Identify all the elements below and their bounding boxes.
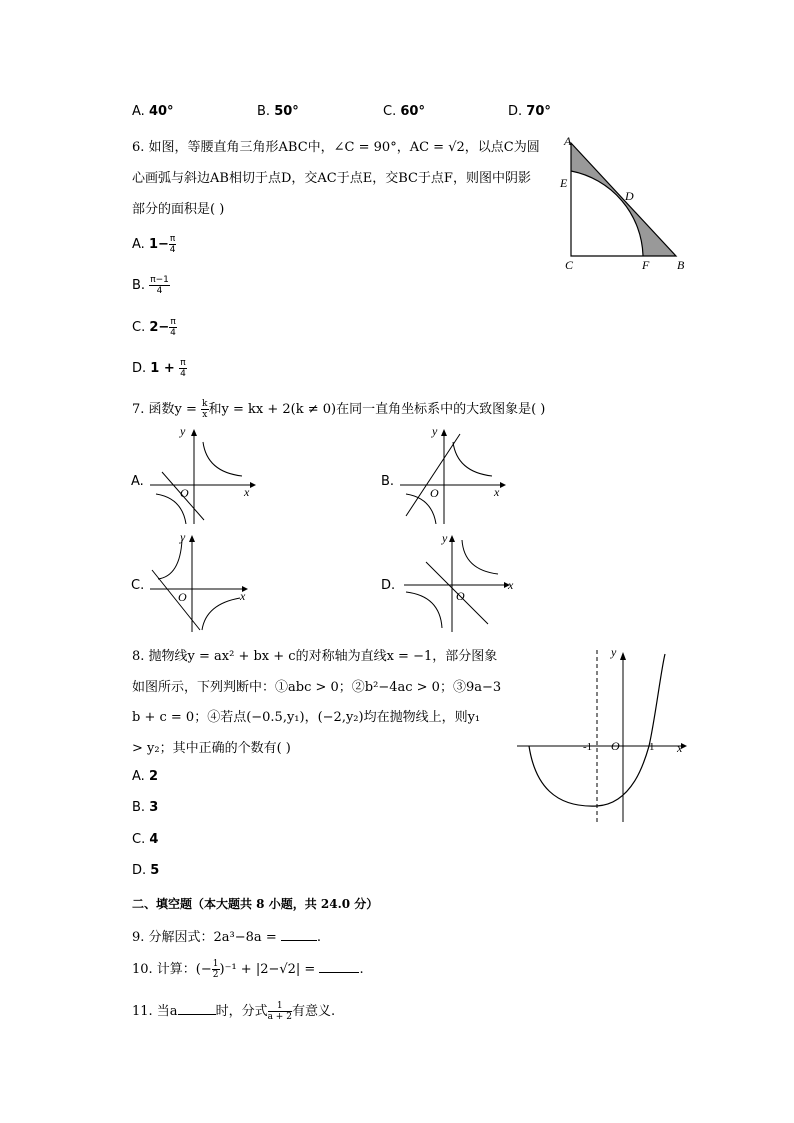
q5-option-a: A. 40°: [132, 104, 174, 119]
svg-text:O: O: [178, 590, 187, 604]
svg-text:y: y: [432, 424, 438, 438]
label-a: A: [564, 135, 572, 148]
q7-graph-b-letter: B.: [381, 474, 395, 489]
q6-stem-line3: 部分的面积是( ): [132, 202, 225, 217]
q7-graph-c-letter: C.: [131, 578, 145, 593]
q8-parabola-figure: [515, 640, 695, 830]
q6-option-a: A. 1− $\frac{\pi}{4}$: [132, 234, 176, 255]
svg-text:x: x: [508, 578, 514, 592]
q8-stem-line2: 如图所示，下列判断中：①abc > 0；②b²−4ac > 0；③9a−3: [132, 680, 502, 695]
q7-graph-b: [400, 424, 510, 524]
q9-stem: 9. 分解因式：2a³−8a = .: [132, 930, 321, 945]
axis-x-label: x: [677, 741, 683, 755]
svg-text:O: O: [180, 486, 189, 500]
svg-text:y: y: [442, 531, 448, 545]
origin-label: O: [611, 739, 620, 753]
q7-graph-d-letter: D.: [381, 578, 396, 593]
q8-option-b: B. 3: [132, 800, 159, 815]
svg-text:y: y: [180, 424, 186, 438]
q6-stem-line1: 6. 如图，等腰直角三角形ABC中，∠C = 90°，AC = √2，以点C为圆: [132, 140, 540, 155]
q6-option-c: C. 2− $\frac{\pi}{4}$: [132, 317, 176, 338]
label-c: C: [565, 258, 574, 272]
q8-stem-line1: 8. 抛物线y = ax² + bx + c的对称轴为直线x = −1，部分图象: [132, 649, 498, 664]
q8-option-d: D. 5: [132, 863, 160, 878]
q8-option-a: A. 2: [132, 769, 158, 784]
svg-text:O: O: [456, 589, 465, 603]
q6-triangle-figure: [555, 135, 695, 275]
label-b: B: [677, 258, 685, 272]
q5-option-d: D. 70°: [508, 104, 551, 119]
svg-text:x: x: [494, 485, 500, 499]
label-f: F: [642, 258, 650, 272]
q9-answer-blank[interactable]: [281, 940, 317, 941]
tick-one: 1: [649, 741, 655, 753]
svg-text:x: x: [240, 589, 246, 603]
q11-stem: 11. 当a 时，分式 $\frac{1}{a + 2}$ 有意义.: [132, 1001, 336, 1022]
axis-y-label: y: [611, 645, 617, 659]
q7-graph-d: [400, 528, 520, 633]
q6-option-d: D. 1 + $\frac{\pi}{4}$: [132, 358, 186, 379]
q8-stem-line3: b + c = 0；④若点(−0.5,y₁)，(−2,y₂)均在抛物线上，则y₁: [132, 710, 481, 725]
q7-graph-a-letter: A.: [131, 474, 144, 489]
label-d: D: [625, 189, 634, 203]
q7-stem: 7. 函数y = $\frac{k}{x}$ 和y = kx + 2(k ≠ 0)在同一直角坐标系中的大致图象是( ): [132, 399, 546, 420]
q10-stem: 10. 计算：(− $\frac{1}{2}$ )⁻¹ + |2−√2| = .: [132, 959, 364, 980]
label-e: E: [560, 176, 568, 190]
q7-graph-c: [150, 528, 260, 633]
q6-stem-line2: 心画弧与斜边AB相切于点D，交AC于点E，交BC于点F，则图中阴影: [132, 171, 531, 186]
svg-text:x: x: [244, 485, 250, 499]
svg-text:O: O: [430, 486, 439, 500]
q6-option-b: B. $\frac{\pi-1}{4}$: [132, 275, 169, 296]
svg-text:y: y: [180, 530, 186, 544]
q11-answer-blank[interactable]: [178, 1014, 216, 1015]
q7-graph-a: [150, 424, 260, 524]
q5-option-c: C. 60°: [383, 104, 425, 119]
q8-option-c: C. 4: [132, 832, 159, 847]
tick-minus-one: -1: [583, 741, 593, 753]
q10-answer-blank[interactable]: [319, 972, 359, 973]
q8-stem-line4: > y₂；其中正确的个数有( ): [132, 741, 291, 756]
q5-option-b: B. 50°: [257, 104, 299, 119]
section-title: 二、填空题（本大题共 8 小题，共 24.0 分）: [132, 897, 379, 911]
